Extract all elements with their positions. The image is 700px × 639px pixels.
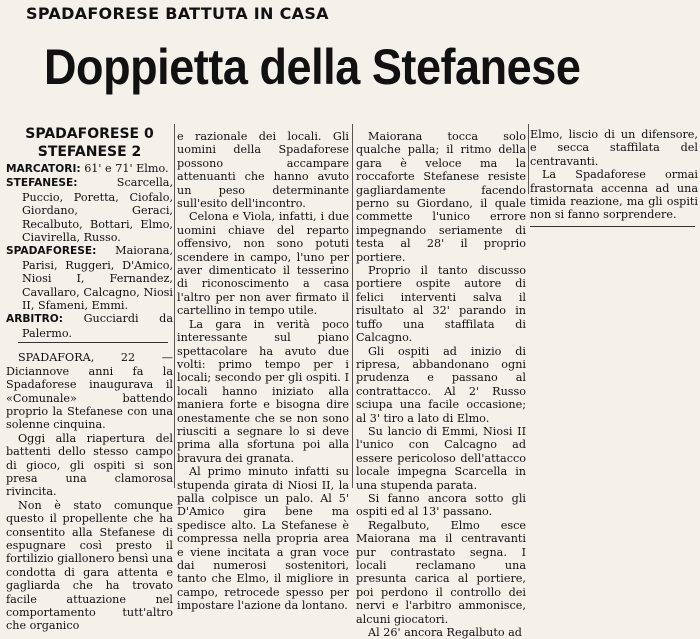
stefanese-label: STEFANESE:	[6, 177, 78, 190]
paragraph: Regalbuto, Elmo esce Maiorana ma il centravanti pur contrastato segna. I locali reclamano una presunta carica al portiere, poi perdono il controllo dei nervi e l'arbitro ammonisce, alcuni giocatori.	[356, 518, 526, 626]
column-4	[530, 128, 698, 227]
paragraph: Al 26' ancora Regalbuto ad	[368, 626, 522, 639]
section-rule	[18, 342, 168, 343]
column-divider	[352, 124, 353, 488]
marcatori-value: 61' e 71' Elmo.	[84, 162, 169, 175]
paragraph: Su lancio di Emmi, Niosi II l'unico con Calcagno ad essere pericoloso dell'attacco locale impegna Scarcella in una stupenda parata.	[356, 424, 526, 492]
kicker: SPADAFORESE BATTUTA IN CASA	[26, 4, 329, 23]
column-2	[177, 130, 349, 613]
end-rule	[530, 226, 695, 227]
arbitro-value: Gucciardi da Palermo.	[22, 312, 173, 340]
stefanese-lineup	[6, 176, 173, 244]
spadaforese-lineup	[6, 244, 173, 312]
paragraph: Oggi alla riapertura del battenti dello stesso campo di gioco, gli ospiti si son presa una clamorosa rivincita.	[6, 431, 173, 499]
paragraph: Maiorana tocca solo qualche palla; il ritmo della gara è veloce ma la roccaforte Stefanese resiste gagliardamente facendo perno su Giordano, il quale commette l'unico errore impegnando seriamente di testa al 28' il proprio portiere.	[356, 130, 526, 264]
marcatori-label: MARCATORI:	[6, 163, 81, 175]
stefanese-value: Scarcella, Puccio, Poretta, Ciofalo, Giordano, Geraci, Recalbuto, Bottari, Elmo, Ciavirella, Russo.	[22, 176, 173, 245]
paragraph: La Spadaforese ormai frastornata accenna ad una timida reazione, ma gli ospiti non si fanno sorprendere.	[530, 168, 698, 222]
arbitro-line	[6, 312, 173, 340]
paragraph: Celona e Viola, infatti, i due uomini chiave del reparto offensivo, non sono potuti scendere in campo, l'uno per aver dimenticato il tesserino di riconoscimento a casa l'altro per non aver firmato il cartellino in tempo utile.	[177, 210, 349, 318]
paragraph: SPADAFORA, 22 — Diciannove anni fa la Spadaforese inaugurava il «Comunale» battendo proprio la Stefanese con una solenne cinquina.	[6, 351, 173, 432]
column-1	[6, 126, 173, 633]
paragraph: Proprio il tanto discusso portiere ospite autore di felici interventi salva il risultato al 32' parando in tuffo una staffilata di Calcagno.	[356, 264, 526, 345]
column-3	[356, 130, 526, 639]
paragraph: Si fanno ancora sotto gli ospiti ed al 13' passano.	[356, 491, 526, 519]
paragraph: Elmo, liscio di un difensore, e secca staffilata del centravanti.	[530, 128, 698, 168]
paragraph: e razionale dei locali. Gli uomini della Spadaforese possono accampare attenuanti che hanno avuto un peso determinante sull'esito dell'incontro.	[177, 130, 349, 211]
column-divider	[528, 124, 529, 194]
paragraph: La gara in verità poco interessante sul piano spettacolare ha avuto due volti: primo tempo per i locali; secondo per gli ospiti. I locali hanno iniziato alla maniera forte e bisogna dire onestamente che se non sono riusciti a segnare lo si deve prima alla sfortuna poi alla bravura dei granata.	[177, 317, 349, 465]
spadaforese-label: SPADAFORESE:	[6, 245, 97, 258]
arbitro-label: ARBITRO:	[6, 313, 63, 326]
paragraph: Gli ospiti ad inizio di ripresa, abbandonano ogni prudenza e passano al contrattacco. Al 2' Russo sciupa una facile occasione; al 3' tiro a lato di Elmo.	[356, 344, 526, 425]
headline: Doppietta della Stefanese	[44, 39, 581, 95]
column-divider	[174, 124, 175, 488]
paragraph: Non è stato comunque questo il propellente che ha consentito alla Stefanese di espugnare così presto il fortilizio giallonero bensì una condotta di gara attenta e gagliarda che ha trovato facile attuazione nel comportamento tutt'altro che organico	[6, 498, 173, 633]
marcatori-line	[6, 162, 173, 176]
spadaforese-value: Maiorana, Parisi, Ruggeri, D'Amico, Niosi I, Fernandez, Cavallaro, Calcagno, Niosi II, Sfameni, Emmi.	[22, 244, 173, 313]
paragraph: Al primo minuto infatti su stupenda girata di Niosi II, la palla colpisce un palo. Al 5' D'Amico gira bene ma spedisce alto. La Stefanese è compressa nella propria area e viene incitata a gran voce dai numerosi sostenitori, tanto che Elmo, il migliore in campo, retrocede spesso per impostare l'azione da lontano.	[177, 465, 349, 613]
score-home: SPADAFORESE 0	[25, 126, 154, 142]
score-away: STEFANESE 2	[37, 144, 142, 160]
